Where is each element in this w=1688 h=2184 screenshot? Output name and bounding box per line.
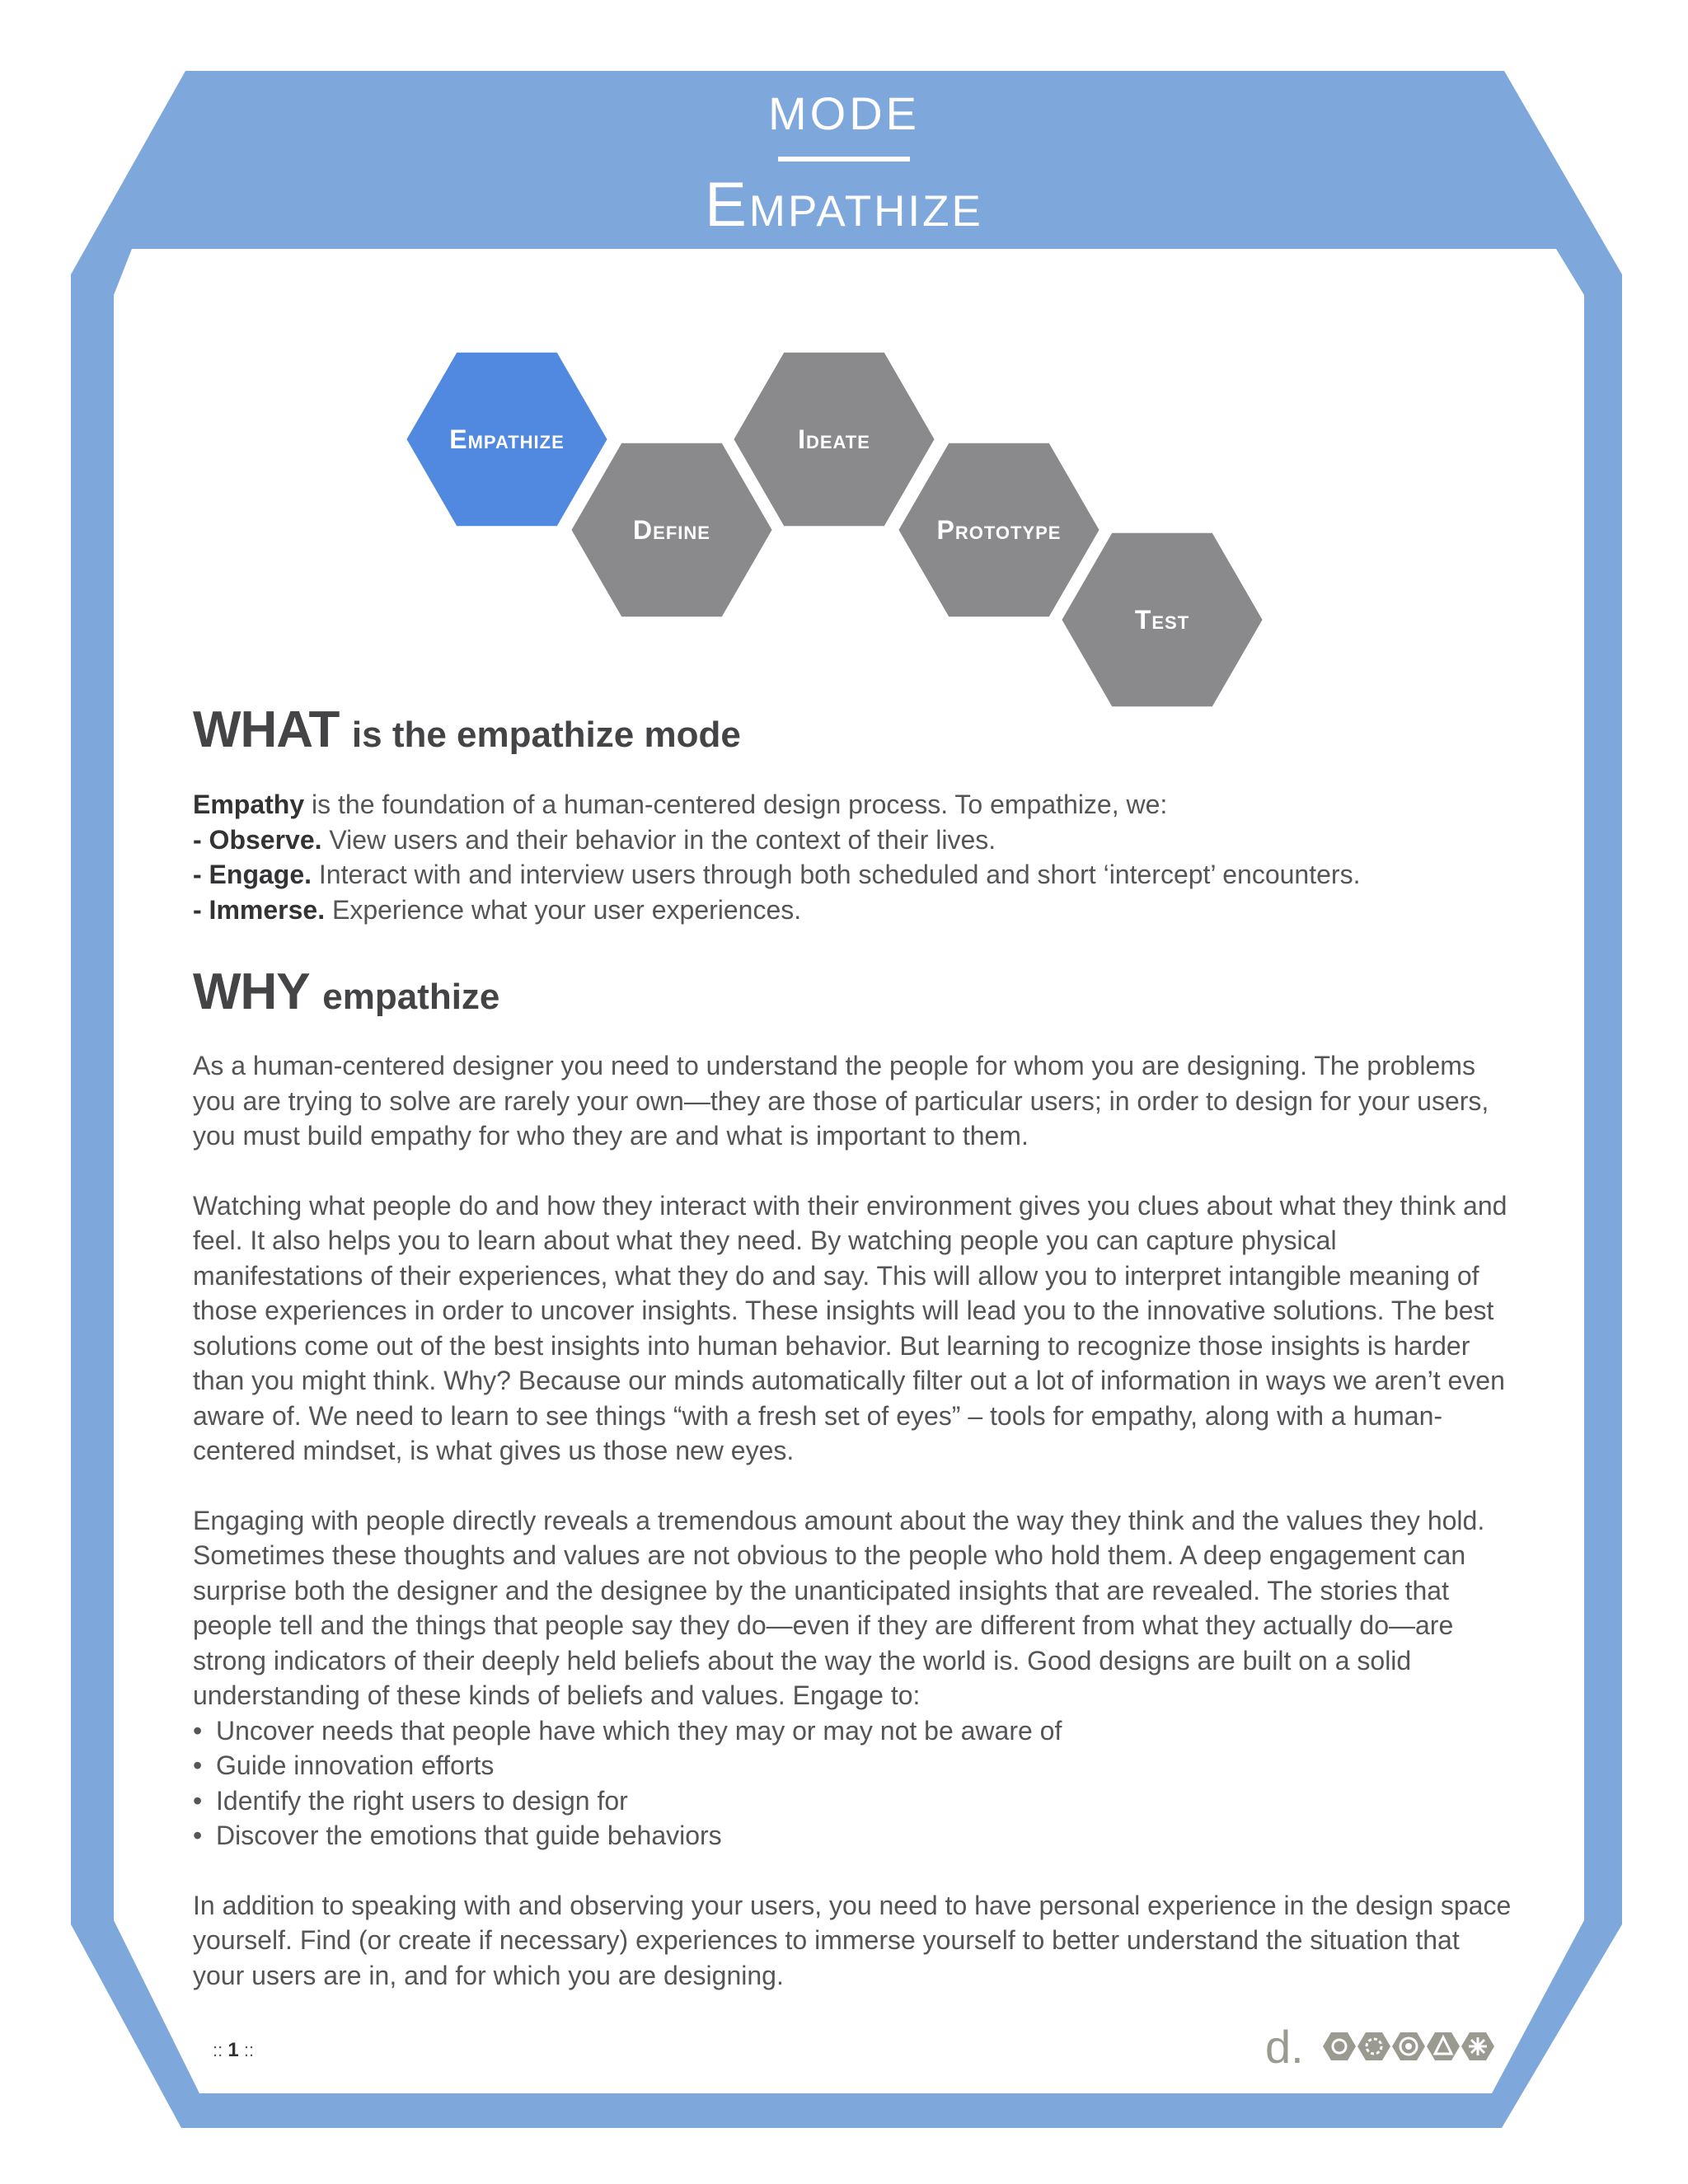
process-step-label: Test [1134, 605, 1190, 635]
what-item-prefix: - [193, 824, 209, 855]
what-intro [193, 787, 1512, 823]
page-title: Empathize [705, 170, 983, 240]
what-item-immerse [193, 893, 1512, 928]
process-step-empathize [404, 350, 610, 529]
page-number [213, 2039, 254, 2062]
why-heading-small: empathize [322, 977, 500, 1017]
what-item-bold: Immerse. [209, 894, 326, 925]
process-step-label: Prototype [936, 515, 1062, 545]
page-number-value: 1 [227, 2039, 239, 2061]
why-paragraph-3: Engaging with people directly reveals a tremendous amount about the way they think and the values they hold. Sometimes these thoughts and values are not obvious to the people who hold them. A deep engagement can surprise both the designer and the designee by the unanticipated insights that are revealed. The stories that people tell and the things that people say they do—even if they are different from what they actually do—are strong indicators of their deeply held beliefs about the way the world is. Good designs are built on a solid understanding of these kinds of beliefs and values. Engage to: [193, 1505, 1485, 1710]
process-step-label: Ideate [798, 424, 870, 454]
mode-label: MODE [768, 87, 920, 139]
what-item-prefix: - [193, 860, 209, 889]
what-item-text: View users and their behavior in the context of their lives. [321, 824, 996, 855]
page-number-right: :: [243, 2040, 255, 2060]
engage-bullet-list [193, 1713, 1512, 1854]
why-paragraph-1: As a human-centered designer you need to understand the people for whom you are designing. The problems you are trying to solve are rarely your own—they are those of particular users; in order to design for your users, you must build empathy for who they are and what is important to them. [193, 1051, 1489, 1151]
logo-ideate-icon [1392, 2032, 1425, 2060]
what-item-observe [193, 823, 1512, 858]
what-item-bold: Observe. [209, 824, 322, 855]
why-heading-big: WHY [193, 963, 310, 1020]
what-item-prefix: - [193, 894, 209, 925]
logo-define-icon [1357, 2032, 1390, 2060]
what-heading-big: WHAT [193, 701, 340, 758]
list-item: • Guide innovation efforts [193, 1748, 1512, 1783]
logo-text: d. [1265, 2022, 1304, 2071]
why-body [193, 1048, 1512, 1993]
process-step-define [569, 441, 775, 620]
list-item: • Discover the emotions that guide behaviors [193, 1818, 1512, 1854]
process-step-test [1059, 531, 1265, 710]
why-paragraph-4: In addition to speaking with and observing your users, you need to have personal experience in the design space yourself. Find (or create if necessary) experiences to immerse yourself to better understand the situation that your users are in, and for which you are designing. [193, 1890, 1512, 1990]
what-item-bold: Engage. [209, 860, 312, 889]
list-item: • Identify the right users to design for [193, 1783, 1512, 1819]
what-section [193, 702, 1512, 758]
process-step-prototype [896, 441, 1102, 620]
page-number-left: :: [213, 2040, 223, 2060]
logo-test-icon [1461, 2032, 1494, 2060]
list-item: • Uncover needs that people have which they may or may not be aware of [193, 1713, 1512, 1749]
why-section [193, 964, 1512, 1020]
what-intro-text: is the foundation of a human-centered design process. To empathize, we: [304, 790, 1168, 819]
process-step-label: Empathize [449, 424, 565, 454]
process-step-ideate [731, 350, 937, 529]
dschool-logo [1265, 2022, 1496, 2071]
what-body [193, 787, 1512, 927]
logo-empathize-icon [1323, 2032, 1356, 2060]
what-item-text: Interact with and interview users through both scheduled and short ‘intercept’ encounters. [312, 860, 1361, 889]
why-paragraph-2: Watching what people do and how they interact with their environment gives you clues about what they think and feel. It also helps you to learn about what they need. By watching people you can capture physical manifestations of their experiences, what they do and say. This will allow you to interpret intangible meaning of those experiences in order to uncover insights. These insights will lead you to the innovative solutions. The best solutions come out of the best insights into human behavior. But learning to recognize those insights is harder than you might think. Why? Because our minds automatically filter out a lot of information in ways we aren’t even aware of. We need to learn to see things “with a fresh set of eyes” – tools for empathy, along with a human-centered mindset, is what gives us those new eyes. [193, 1190, 1507, 1465]
logo-prototype-icon [1427, 2032, 1460, 2060]
what-heading-small: is the empathize mode [351, 715, 741, 755]
what-heading [193, 702, 1512, 758]
what-intro-bold: Empathy [193, 790, 305, 819]
why-heading [193, 964, 1512, 1020]
process-step-label: Define [633, 515, 710, 545]
what-item-text: Experience what your user experiences. [325, 894, 802, 925]
what-item-engage [193, 857, 1512, 893]
